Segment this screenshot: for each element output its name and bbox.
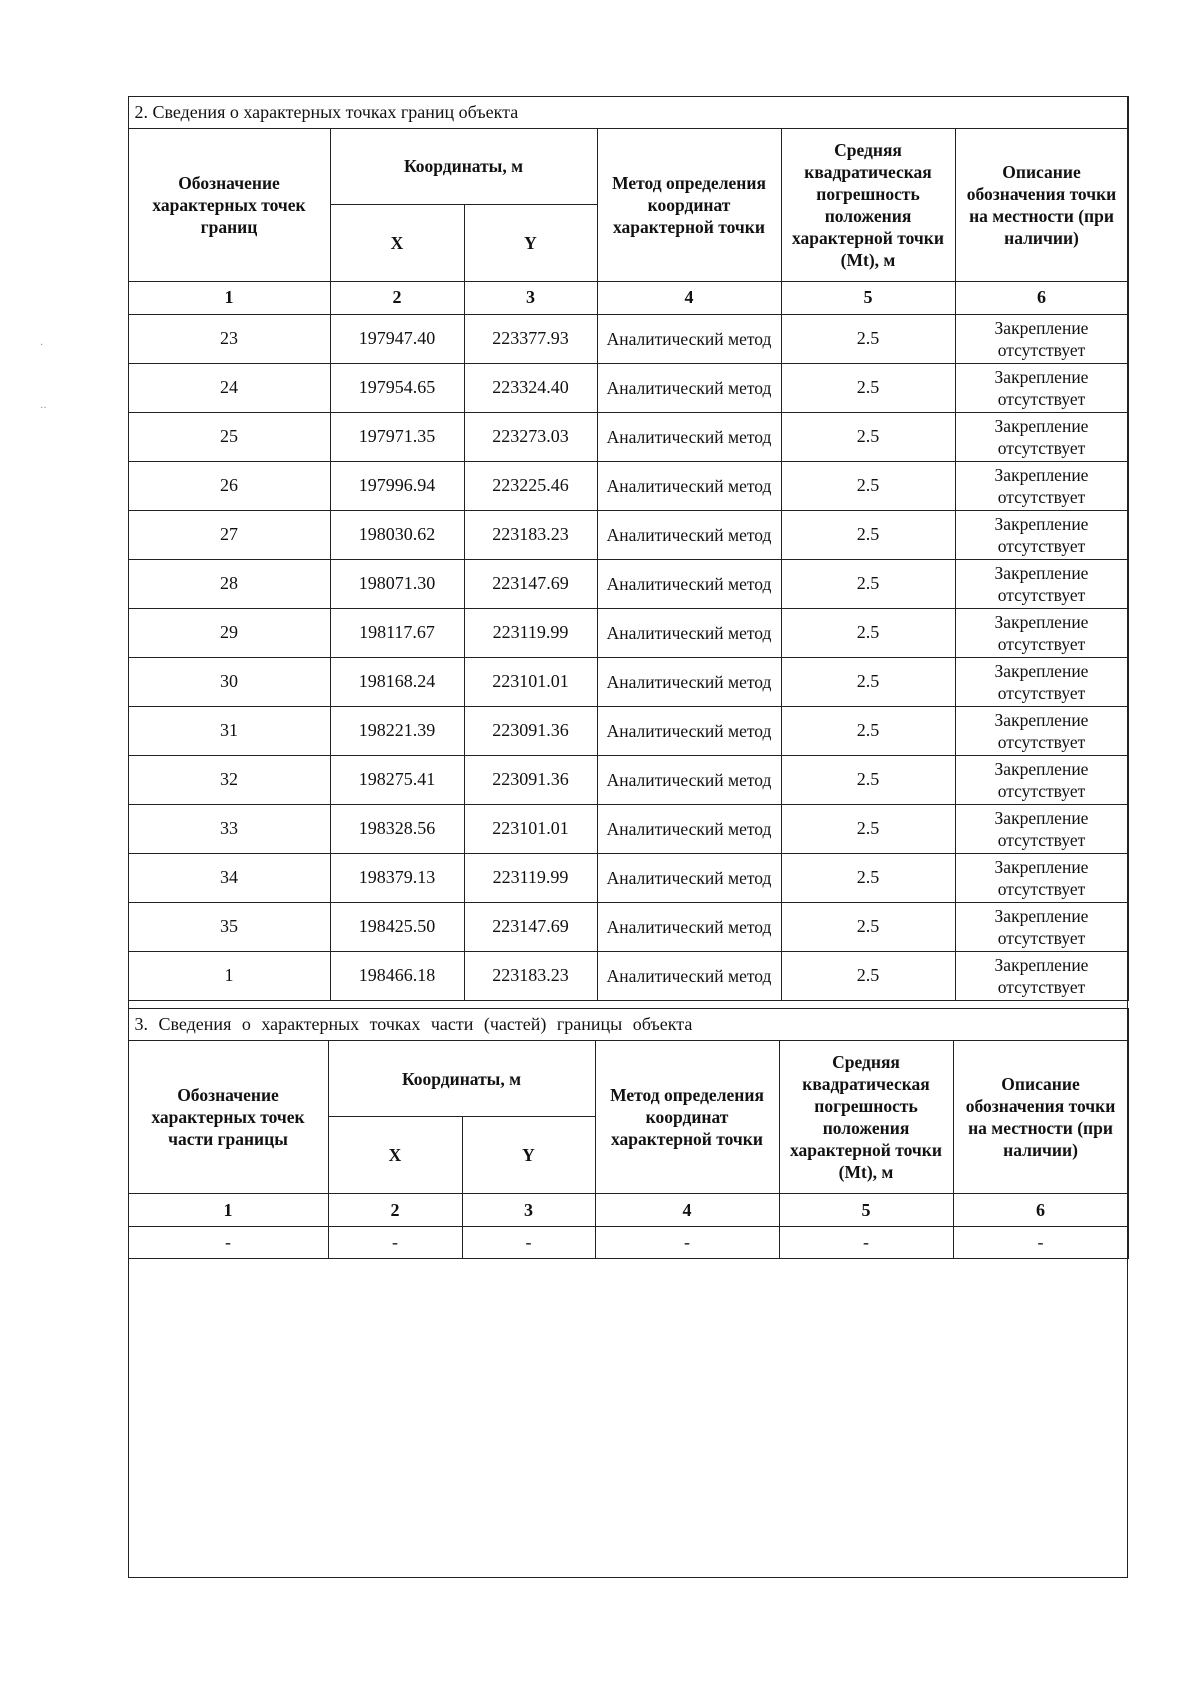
- column-number: 1: [128, 281, 330, 314]
- y-cell: 223273.03: [464, 412, 597, 461]
- table-row: [128, 608, 1128, 657]
- header-y: Y: [464, 204, 597, 281]
- empty-cell: -: [328, 1227, 462, 1259]
- method-cell: Аналитический метод: [597, 510, 781, 559]
- x-cell: 197947.40: [330, 314, 464, 363]
- table-row: [128, 951, 1128, 1000]
- point-cell: 26: [128, 461, 330, 510]
- description-cell: Закрепление отсутствует: [955, 951, 1128, 1000]
- section-3-title: 3. Сведения о характерных точках части (частей) границы объекта: [128, 1009, 1128, 1041]
- header-error: Средняя квадратическая погрешность положения характерной точки (Mt), м: [779, 1041, 953, 1194]
- error-cell: 2.5: [781, 755, 955, 804]
- x-cell: 198117.67: [330, 608, 464, 657]
- method-cell: Аналитический метод: [597, 657, 781, 706]
- description-cell: Закрепление отсутствует: [955, 461, 1128, 510]
- method-cell: Аналитический метод: [597, 559, 781, 608]
- empty-cell: -: [128, 1227, 328, 1259]
- column-number: 1: [128, 1194, 328, 1227]
- point-cell: 35: [128, 902, 330, 951]
- error-cell: 2.5: [781, 461, 955, 510]
- column-number: 4: [595, 1194, 779, 1227]
- table-row: [128, 412, 1128, 461]
- header-x: X: [330, 204, 464, 281]
- point-cell: 27: [128, 510, 330, 559]
- empty-cell: -: [595, 1227, 779, 1259]
- part-boundary-points-table: [128, 1008, 1129, 1259]
- empty-cell: -: [779, 1227, 953, 1259]
- y-cell: 223147.69: [464, 902, 597, 951]
- column-number: 2: [328, 1194, 462, 1227]
- description-cell: Закрепление отсутствует: [955, 559, 1128, 608]
- y-cell: 223091.36: [464, 755, 597, 804]
- table-row: [128, 853, 1128, 902]
- description-cell: Закрепление отсутствует: [955, 804, 1128, 853]
- column-number: 6: [953, 1194, 1128, 1227]
- y-cell: 223183.23: [464, 951, 597, 1000]
- point-cell: 25: [128, 412, 330, 461]
- header-x: X: [328, 1117, 462, 1194]
- x-cell: 198379.13: [330, 853, 464, 902]
- point-cell: 29: [128, 608, 330, 657]
- header-coordinates: Координаты, м: [328, 1041, 595, 1117]
- x-cell: 198071.30: [330, 559, 464, 608]
- description-cell: Закрепление отсутствует: [955, 902, 1128, 951]
- table-row-empty: [128, 1227, 1128, 1259]
- point-cell: 32: [128, 755, 330, 804]
- error-cell: 2.5: [781, 804, 955, 853]
- method-cell: Аналитический метод: [597, 755, 781, 804]
- description-cell: Закрепление отсутствует: [955, 510, 1128, 559]
- column-number: 6: [955, 281, 1128, 314]
- x-cell: 198030.62: [330, 510, 464, 559]
- column-number: 3: [464, 281, 597, 314]
- error-cell: 2.5: [781, 951, 955, 1000]
- header-error: Средняя квадратическая погрешность положения характерной точки (Mt), м: [781, 128, 955, 281]
- y-cell: 223147.69: [464, 559, 597, 608]
- point-cell: 33: [128, 804, 330, 853]
- table-row: [128, 314, 1128, 363]
- error-cell: 2.5: [781, 853, 955, 902]
- point-cell: 23: [128, 314, 330, 363]
- x-cell: 198221.39: [330, 706, 464, 755]
- y-cell: 223101.01: [464, 804, 597, 853]
- error-cell: 2.5: [781, 314, 955, 363]
- point-cell: 31: [128, 706, 330, 755]
- x-cell: 197971.35: [330, 412, 464, 461]
- error-cell: 2.5: [781, 608, 955, 657]
- method-cell: Аналитический метод: [597, 412, 781, 461]
- y-cell: 223091.36: [464, 706, 597, 755]
- table-row: [128, 559, 1128, 608]
- header-coordinates: Координаты, м: [330, 128, 597, 204]
- method-cell: Аналитический метод: [597, 706, 781, 755]
- point-cell: 28: [128, 559, 330, 608]
- description-cell: Закрепление отсутствует: [955, 755, 1128, 804]
- method-cell: Аналитический метод: [597, 363, 781, 412]
- method-cell: Аналитический метод: [597, 314, 781, 363]
- x-cell: 197996.94: [330, 461, 464, 510]
- table-row: [128, 804, 1128, 853]
- description-cell: Закрепление отсутствует: [955, 608, 1128, 657]
- x-cell: 198328.56: [330, 804, 464, 853]
- y-cell: 223101.01: [464, 657, 597, 706]
- y-cell: 223119.99: [464, 608, 597, 657]
- point-cell: 1: [128, 951, 330, 1000]
- error-cell: 2.5: [781, 412, 955, 461]
- scan-speck: ·: [40, 340, 44, 351]
- y-cell: 223119.99: [464, 853, 597, 902]
- empty-cell: -: [953, 1227, 1128, 1259]
- header-designation: Обозначение характерных точек границ: [128, 128, 330, 281]
- method-cell: Аналитический метод: [597, 853, 781, 902]
- column-number: 5: [781, 281, 955, 314]
- method-cell: Аналитический метод: [597, 461, 781, 510]
- header-description: Описание обозначения точки на местности (при наличии): [953, 1041, 1128, 1194]
- description-cell: Закрепление отсутствует: [955, 412, 1128, 461]
- table-row: [128, 706, 1128, 755]
- x-cell: 197954.65: [330, 363, 464, 412]
- header-method: Метод определения координат характерной точки: [595, 1041, 779, 1194]
- y-cell: 223225.46: [464, 461, 597, 510]
- error-cell: 2.5: [781, 559, 955, 608]
- method-cell: Аналитический метод: [597, 951, 781, 1000]
- table-row: [128, 657, 1128, 706]
- description-cell: Закрепление отсутствует: [955, 363, 1128, 412]
- description-cell: Закрепление отсутствует: [955, 853, 1128, 902]
- table-row: [128, 363, 1128, 412]
- description-cell: Закрепление отсутствует: [955, 314, 1128, 363]
- column-number: 2: [330, 281, 464, 314]
- method-cell: Аналитический метод: [597, 804, 781, 853]
- header-y: Y: [462, 1117, 595, 1194]
- empty-cell: -: [462, 1227, 595, 1259]
- table-row: [128, 755, 1128, 804]
- y-cell: 223324.40: [464, 363, 597, 412]
- description-cell: Закрепление отсутствует: [955, 706, 1128, 755]
- method-cell: Аналитический метод: [597, 902, 781, 951]
- error-cell: 2.5: [781, 510, 955, 559]
- point-cell: 24: [128, 363, 330, 412]
- document-sheet: [128, 96, 1128, 1578]
- point-cell: 34: [128, 853, 330, 902]
- error-cell: 2.5: [781, 706, 955, 755]
- point-cell: 30: [128, 657, 330, 706]
- scan-speck: ··: [40, 403, 47, 414]
- y-cell: 223183.23: [464, 510, 597, 559]
- error-cell: 2.5: [781, 363, 955, 412]
- table-row: [128, 902, 1128, 951]
- boundary-points-table: [128, 96, 1129, 1001]
- column-number: 5: [779, 1194, 953, 1227]
- error-cell: 2.5: [781, 902, 955, 951]
- x-cell: 198425.50: [330, 902, 464, 951]
- method-cell: Аналитический метод: [597, 608, 781, 657]
- error-cell: 2.5: [781, 657, 955, 706]
- table-row: [128, 461, 1128, 510]
- header-method: Метод определения координат характерной точки: [597, 128, 781, 281]
- column-number: 3: [462, 1194, 595, 1227]
- column-number: 4: [597, 281, 781, 314]
- x-cell: 198275.41: [330, 755, 464, 804]
- y-cell: 223377.93: [464, 314, 597, 363]
- x-cell: 198168.24: [330, 657, 464, 706]
- header-designation: Обозначение характерных точек части границы: [128, 1041, 328, 1194]
- table-row: [128, 510, 1128, 559]
- description-cell: Закрепление отсутствует: [955, 657, 1128, 706]
- header-description: Описание обозначения точки на местности (при наличии): [955, 128, 1128, 281]
- x-cell: 198466.18: [330, 951, 464, 1000]
- section-2-title: 2. Сведения о характерных точках границ объекта: [128, 96, 1128, 128]
